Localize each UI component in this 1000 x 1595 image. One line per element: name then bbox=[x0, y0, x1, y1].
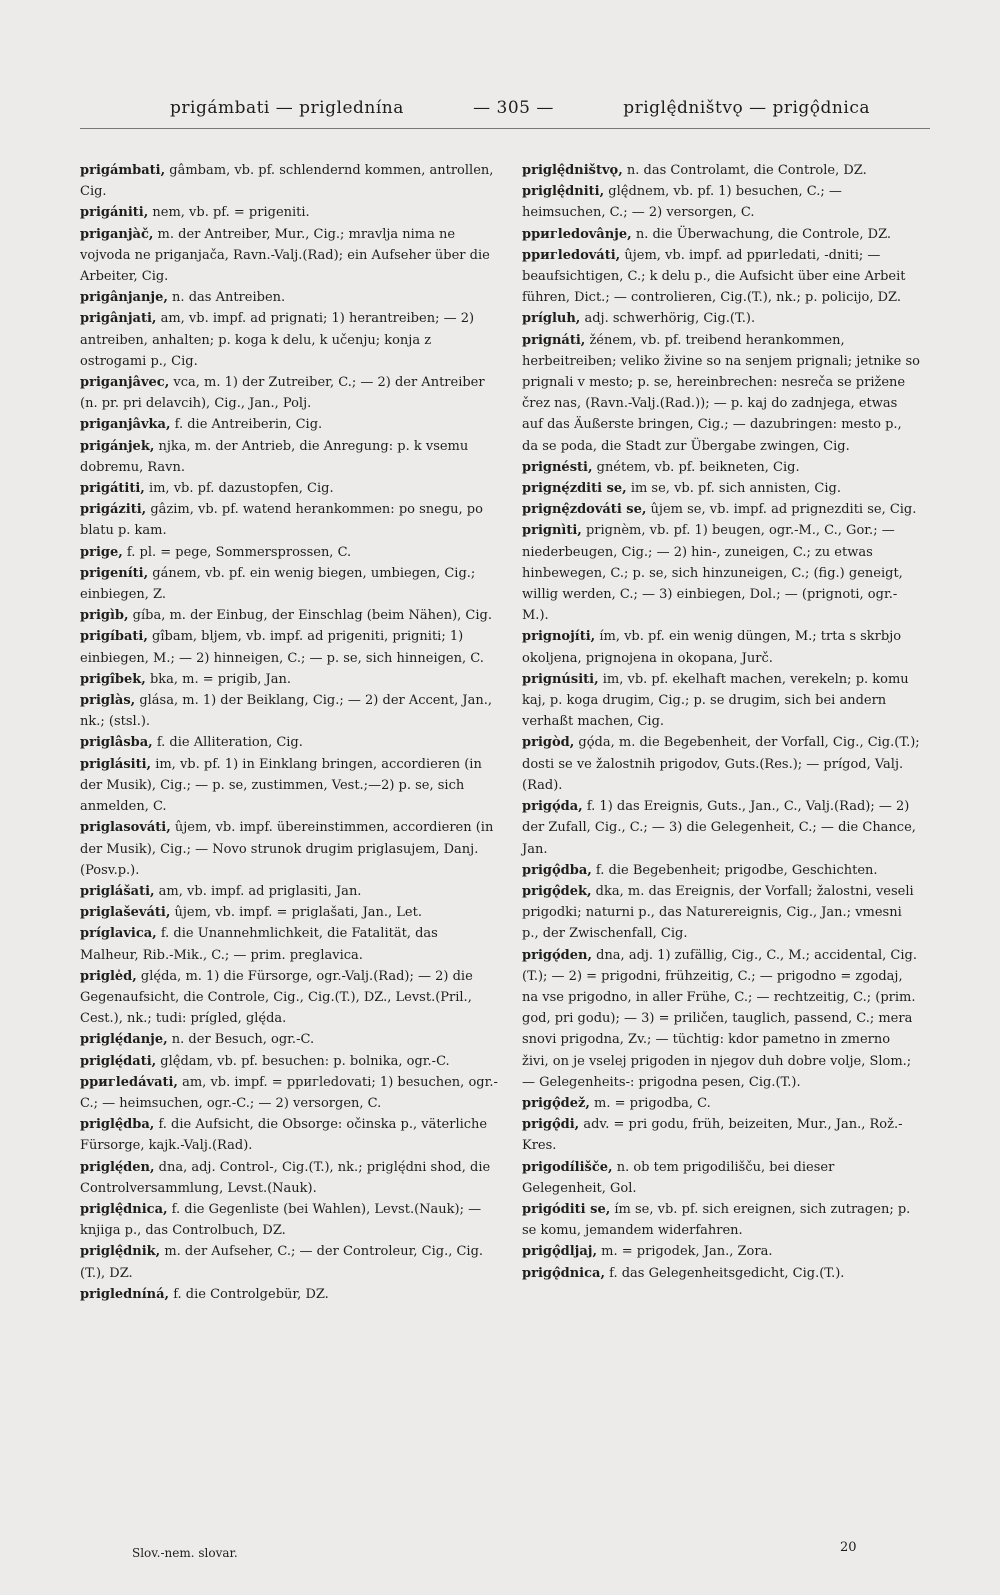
entry-headword: priglę̂dba, bbox=[80, 1117, 155, 1133]
dictionary-entry bbox=[80, 287, 500, 308]
dictionary-entry bbox=[80, 669, 500, 690]
entry-headword: prigǫ́da, bbox=[522, 799, 583, 815]
entry-definition: f. die Antreiberin, Cig. bbox=[170, 417, 323, 433]
dictionary-entry bbox=[522, 160, 920, 181]
right-column bbox=[522, 160, 920, 1284]
entry-definition: im, vb. pf. dazustopfen, Cig. bbox=[144, 481, 334, 497]
entry-definition: glę̂dam, vb. pf. besuchen: p. bolnika, ogr.-C. bbox=[156, 1053, 450, 1069]
entry-definition: dna, adj. Control-, Cig.(T.), nk.; priglę́dni shod, die Controlversammlung, Levst.(Nauk). bbox=[80, 1159, 491, 1196]
dictionary-entry bbox=[522, 796, 920, 860]
entry-definition: m. = prigodek, Jan., Zora. bbox=[597, 1244, 773, 1260]
entry-headword: prigòd, bbox=[522, 735, 575, 751]
entry-headword: prigátiti, bbox=[80, 481, 145, 497]
entry-definition: n. ob tem prigodilišču, bei dieser Gelegenheit, Gol. bbox=[522, 1159, 835, 1196]
entry-definition: ím se, vb. pf. sich ereignen, sich zutragen; p. se komu, jemandem widerfahren. bbox=[522, 1201, 911, 1239]
dictionary-entry bbox=[80, 902, 500, 923]
entry-definition: dna, adj. 1) zufällig, Cig., C., M.; accidental, Cig.(T.); — 2) = prigodni, frühzeitig, C.; — prigodno = zgodaj, na vse prigodno, in aller Frühe, C.; — rechtzeitig, C.; (prim. god, pri godu); — 3) = priličen, tauglich, passend, C.; mera snovi prigodna, Zv.; — tüchtig: kdor pametno in zmerno živi, on je vselej prigoden in njegov duh dobre volje, Slom.; — Gelegenheits-: prigodna pesen, Cig.(T.). bbox=[522, 947, 917, 1090]
entry-headword: prígluh, bbox=[522, 311, 581, 327]
dictionary-entry bbox=[522, 520, 920, 626]
entry-headword: priglàs, bbox=[80, 693, 136, 709]
dictionary-entry bbox=[80, 1241, 500, 1283]
entry-definition: n. der Besuch, ogr.-C. bbox=[167, 1032, 315, 1048]
entry-headword: prigániti, bbox=[80, 205, 149, 221]
dictionary-entry bbox=[522, 1241, 920, 1262]
dictionary-entry bbox=[80, 478, 500, 499]
entry-headword: prigánjek, bbox=[80, 438, 155, 454]
dictionary-entry bbox=[80, 414, 500, 435]
entry-headword: priganjàč, bbox=[80, 226, 154, 242]
entry-headword: prignìti, bbox=[522, 523, 582, 539]
dictionary-entry bbox=[80, 202, 500, 223]
entry-headword: príglavica, bbox=[80, 926, 157, 942]
dictionary-entry bbox=[80, 499, 500, 541]
dictionary-entry bbox=[80, 1072, 500, 1114]
entry-headword: prigǫ̂dnica, bbox=[522, 1265, 605, 1281]
entry-headword: priglę̂dniti, bbox=[522, 184, 605, 200]
entry-definition: n. die Überwachung, die Controle, DZ. bbox=[631, 226, 892, 242]
entry-definition: gǫ́da, m. die Begebenheit, der Vorfall, Cig., Cig.(T.); dosti se ve žalostnih prigodov, Guts.(Res.); — prígod, Valj.(Rad). bbox=[522, 735, 920, 793]
entry-definition: glę́da, m. 1) die Fürsorge, ogr.-Valj.(Rad); — 2) die Gegenaufsicht, die Controle, Cig., Cig.(T.), DZ., Levst.(Pril., Cest.), nk.; tudi: prígled, glę́da. bbox=[80, 968, 473, 1027]
entry-headword: prigíbati, bbox=[80, 629, 148, 645]
entry-headword: priganjâvka, bbox=[80, 417, 171, 433]
dictionary-entry bbox=[80, 881, 500, 902]
dictionary-entry bbox=[522, 1157, 920, 1199]
dictionary-entry bbox=[80, 1029, 500, 1050]
entry-headword: prignojíti, bbox=[522, 629, 596, 645]
entry-definition: f. die Begebenheit; prigodbe, Geschichten. bbox=[591, 862, 878, 878]
entry-definition: f. die Gegenliste (bei Wahlen), Levst.(Nauk); — knjiga p., das Controlbuch, DZ. bbox=[80, 1201, 482, 1239]
entry-definition: gánem, vb. pf. ein wenig biegen, umbiegen, Cig.; einbiegen, Z. bbox=[80, 565, 476, 603]
entry-headword: prigǫ̂dek, bbox=[522, 883, 592, 899]
entry-definition: glása, m. 1) der Beiklang, Cig.; — 2) der Accent, Jan., nk.; (stsl.). bbox=[80, 693, 492, 730]
entry-definition: gâzim, vb. pf. watend herankommen: po snegu, po blatu p. kam. bbox=[80, 502, 483, 539]
entry-headword: prigìb, bbox=[80, 608, 129, 624]
dictionary-entry bbox=[522, 245, 920, 309]
dictionary-entry bbox=[80, 626, 500, 668]
entry-definition: nem, vb. pf. = prigeniti. bbox=[148, 205, 310, 221]
entry-definition: dka, m. das Ereignis, der Vorfall; žalostni, veseli prigodki; naturni p., das Naturereignis, Cig., Jan.; vmesni p., der Zwischenfall, Cig. bbox=[522, 883, 914, 942]
entry-headword: prigânjanje, bbox=[80, 290, 168, 306]
dictionary-entry bbox=[80, 563, 500, 605]
entry-definition: f. die Unannehmlichkeit, die Fatalität, das Malheur, Rib.-Mik., C.; — prim. preglavica. bbox=[80, 926, 438, 963]
dictionary-entry bbox=[522, 881, 920, 945]
dictionary-entry bbox=[80, 966, 500, 1030]
entry-definition: gnétem, vb. pf. beikneten, Cig. bbox=[592, 459, 800, 475]
entry-definition: ûjem, vb. impf. = priglašati, Jan., Let. bbox=[170, 905, 422, 921]
entry-definition: ûjem, vb. impf. ad pригledati, -dniti; — beaufsichtigen, C.; k delu p., die Aufsicht über eine Arbeit führen, Dict.; — controlieren, Cig.(T.), nk.; p. policijo, DZ. bbox=[522, 247, 906, 306]
entry-definition: adv. = pri godu, früh, beizeiten, Mur., Jan., Rož.-Kres. bbox=[522, 1117, 903, 1154]
entry-definition: im se, vb. pf. sich annisten, Cig. bbox=[626, 481, 841, 497]
dictionary-entry bbox=[80, 817, 500, 881]
dictionary-entry bbox=[522, 1114, 920, 1156]
entry-headword: prigânjati, bbox=[80, 311, 157, 327]
entry-definition: prignèm, vb. pf. 1) beugen, ogr.-M., C., Gor.; — niederbeugen, Cig.; — 2) hin-, zuneigen, C.; zu etwas hinbewegen, C.; p. se, sich hinzuneigen, C.; (fig.) geneigt, willig werden, C.; — 3) einbiegen, Dol.; — (prignoti, ogr.-M.). bbox=[522, 523, 903, 624]
entry-headword: pригledávati, bbox=[80, 1074, 178, 1090]
entry-headword: priglâsba, bbox=[80, 735, 153, 751]
header-right: priglę̂dništvǫ — prigǫ̂dnica bbox=[623, 98, 870, 118]
entry-definition: am, vb. impf. ad priglasiti, Jan. bbox=[154, 883, 362, 899]
dictionary-entry bbox=[80, 605, 500, 626]
entry-headword: prignúsiti, bbox=[522, 671, 599, 687]
entry-definition: f. 1) das Ereignis, Guts., Jan., C., Valj.(Rad); — 2) der Zufall, Cig., C.; — 3) die Gelegenheit, C.; — die Chance, Jan. bbox=[522, 799, 916, 857]
entry-headword: priglę́danje, bbox=[80, 1032, 168, 1048]
entry-definition: f. die Aufsicht, die Obsorge: očinska p., väterliche Fürsorge, kajk.-Valj.(Rad). bbox=[80, 1117, 488, 1154]
dictionary-entry bbox=[522, 626, 920, 668]
dictionary-entry bbox=[80, 372, 500, 414]
entry-definition: bka, m. = prigib, Jan. bbox=[145, 671, 292, 687]
entry-headword: priglę̂dnica, bbox=[80, 1201, 168, 1217]
entry-headword: priglę̂dništvǫ, bbox=[522, 163, 623, 178]
entry-definition: gíba, m. der Einbug, der Einschlag (beim Nähen), Cig. bbox=[128, 608, 492, 624]
entry-headword: prignę́zditi se, bbox=[522, 481, 627, 497]
entry-definition: am, vb. impf. = pригledovati; 1) besuchen, ogr.-C.; — heimsuchen, ogr.-C.; — 2) versorgen, C. bbox=[80, 1074, 498, 1111]
entry-headword: priglę́dati, bbox=[80, 1053, 157, 1069]
page-number: — 305 — bbox=[473, 98, 554, 118]
entry-definition: ûjem se, vb. impf. ad prignezditi se, Cig. bbox=[646, 502, 917, 518]
dictionary-entry bbox=[80, 1284, 500, 1305]
entry-headword: priglášati, bbox=[80, 883, 155, 899]
entry-headword: priglásiti, bbox=[80, 756, 152, 772]
entry-headword: priglaševáti, bbox=[80, 905, 171, 921]
entry-headword: prignésti, bbox=[522, 459, 593, 475]
entry-headword: prigáziti, bbox=[80, 502, 147, 518]
entry-definition: n. das Controlamt, die Controle, DZ. bbox=[622, 163, 867, 178]
entry-definition: am, vb. impf. ad prignati; 1) herantreiben; — 2) antreiben, anhalten; p. koga k delu, k učenju; konja z ostrogami p., Cig. bbox=[80, 311, 475, 369]
entry-definition: f. die Alliteration, Cig. bbox=[152, 735, 303, 751]
running-header bbox=[170, 93, 870, 123]
entry-definition: f. pl. = pege, Sommersprossen, C. bbox=[122, 544, 352, 560]
dictionary-entry bbox=[80, 754, 500, 818]
dictionary-entry bbox=[80, 923, 500, 965]
entry-headword: prigǫ̂di, bbox=[522, 1117, 580, 1133]
entry-definition: njka, m. der Antrieb, die Anregung: p. k vsemu dobremu, Ravn. bbox=[80, 438, 469, 475]
entry-headword: prignę̂zdováti se, bbox=[522, 502, 647, 518]
dictionary-entry bbox=[80, 224, 500, 288]
entry-headword: prigodílišče, bbox=[522, 1159, 613, 1175]
dictionary-entry bbox=[522, 1199, 920, 1241]
entry-definition: gîbam, bljem, vb. impf. ad prigeniti, prigniti; 1) einbiegen, M.; — 2) hinneigen, C.; — p. se, sich hinneigen, C. bbox=[80, 629, 484, 666]
dictionary-entry bbox=[80, 1157, 500, 1199]
dictionary-entry bbox=[522, 308, 920, 329]
dictionary-entry bbox=[522, 669, 920, 733]
entry-definition: m. der Aufseher, C.; — der Controleur, Cig., Cig.(T.), DZ. bbox=[80, 1244, 484, 1281]
entry-definition: f. das Gelegenheitsgedicht, Cig.(T.). bbox=[604, 1265, 845, 1281]
signature-number: 20 bbox=[840, 1540, 857, 1555]
entry-headword: priglasováti, bbox=[80, 820, 171, 836]
dictionary-entry bbox=[522, 1263, 920, 1284]
entry-headword: prigǫ́den, bbox=[522, 947, 592, 963]
dictionary-entry bbox=[522, 499, 920, 520]
entry-headword: prigeníti, bbox=[80, 565, 149, 581]
entry-definition: n. das Antreiben. bbox=[167, 290, 286, 306]
dictionary-entry bbox=[522, 224, 920, 245]
entry-headword: pригledovânje, bbox=[522, 226, 632, 242]
entry-headword: prigledníná, bbox=[80, 1286, 170, 1302]
entry-headword: prignáti, bbox=[522, 332, 586, 348]
entry-definition: ím, vb. pf. ein wenig düngen, M.; trta s skrbjo okoljena, prignojena in okopana, Jurč. bbox=[522, 629, 902, 666]
entry-headword: prigǫ̂dljaj, bbox=[522, 1244, 598, 1260]
header-rule bbox=[80, 128, 930, 129]
dictionary-entry bbox=[522, 860, 920, 881]
dictionary-entry bbox=[522, 1093, 920, 1114]
entry-headword: pригledováti, bbox=[522, 247, 621, 263]
entry-definition: im, vb. pf. ekelhaft machen, verekeln; p. komu kaj, p. koga drugim, Cig.; p. se drugim, sich bei andern verhaßt machen, Cig. bbox=[522, 671, 909, 730]
dictionary-entry bbox=[522, 457, 920, 478]
entry-headword: priganjâvec, bbox=[80, 375, 170, 391]
dictionary-entry bbox=[80, 732, 500, 753]
dictionary-entry bbox=[522, 945, 920, 1093]
entry-definition: glę̂dnem, vb. pf. 1) besuchen, C.; — heimsuchen, C.; — 2) versorgen, C. bbox=[522, 184, 842, 221]
entry-headword: prigámbati, bbox=[80, 163, 166, 178]
dictionary-entry bbox=[80, 542, 500, 563]
left-column bbox=[80, 160, 500, 1305]
entry-definition: žénem, vb. pf. treibend herankommen, herbeitreiben; veliko živine so na senjem prignali; jetnike so prignali v mesto; p. se, hereinbrechen: nesreča se prižene črez nas, (Ravn.-Valj.(Rad.)); — p. kaj do zadnjega, etwas auf das Äußerste bringen, Cig.; — dazubringen: mesto p., da se poda, die Stadt zur Übergabe zwingen, Cig. bbox=[522, 332, 920, 454]
dictionary-entry bbox=[522, 732, 920, 796]
entry-headword: prigǫ̂dež, bbox=[522, 1095, 590, 1111]
entry-definition: vca, m. 1) der Zutreiber, C.; — 2) der Antreiber (n. pr. pri delavcih), Cig., Jan., Polj. bbox=[80, 375, 485, 412]
dictionary-entry bbox=[522, 330, 920, 457]
dictionary-entry bbox=[80, 1051, 500, 1072]
entry-headword: prigǫ̂dba, bbox=[522, 862, 592, 878]
dictionary-entry bbox=[522, 478, 920, 499]
entry-headword: prigóditi se, bbox=[522, 1201, 611, 1217]
dictionary-entry bbox=[80, 436, 500, 478]
dictionary-entry bbox=[522, 181, 920, 223]
dictionary-entry bbox=[80, 308, 500, 372]
entry-definition: adj. schwerhörig, Cig.(T.). bbox=[580, 311, 756, 327]
entry-headword: prige, bbox=[80, 544, 123, 560]
entry-definition: ûjem, vb. impf. übereinstimmen, accordieren (in der Musik), Cig.; — Novo strunok drugim priglasujem, Danj.(Posv.p.). bbox=[80, 820, 494, 878]
signature-mark: Slov.-nem. slovar. bbox=[132, 1546, 238, 1560]
dictionary-entry bbox=[80, 1114, 500, 1156]
entry-headword: priglę̂dnik, bbox=[80, 1244, 161, 1260]
entry-definition: m. der Antreiber, Mur., Cig.; mravlja nima ne vojvoda ne priganjača, Ravn.-Valj.(Rad); ein Aufseher über die Arbeiter, Cig. bbox=[80, 226, 490, 285]
dictionary-entry bbox=[80, 1199, 500, 1241]
header-left: prigámbati — priglednína bbox=[170, 98, 404, 118]
dictionary-entry bbox=[80, 690, 500, 732]
entry-definition: gâmbam, vb. pf. schlendernd kommen, antrollen, Cig. bbox=[80, 163, 494, 200]
dictionary-entry bbox=[80, 160, 500, 202]
entry-headword: prigîbek, bbox=[80, 671, 146, 687]
entry-headword: prigle̍d, bbox=[80, 968, 137, 984]
entry-definition: m. = prigodba, C. bbox=[589, 1095, 711, 1111]
entry-headword: priglę́den, bbox=[80, 1159, 155, 1175]
entry-definition: f. die Controlgebür, DZ. bbox=[169, 1286, 329, 1302]
entry-definition: im, vb. pf. 1) in Einklang bringen, accordieren (in der Musik), Cig.; — p. se, zustimmen, Vest.;—2) p. se, sich anmelden, C. bbox=[80, 756, 482, 815]
